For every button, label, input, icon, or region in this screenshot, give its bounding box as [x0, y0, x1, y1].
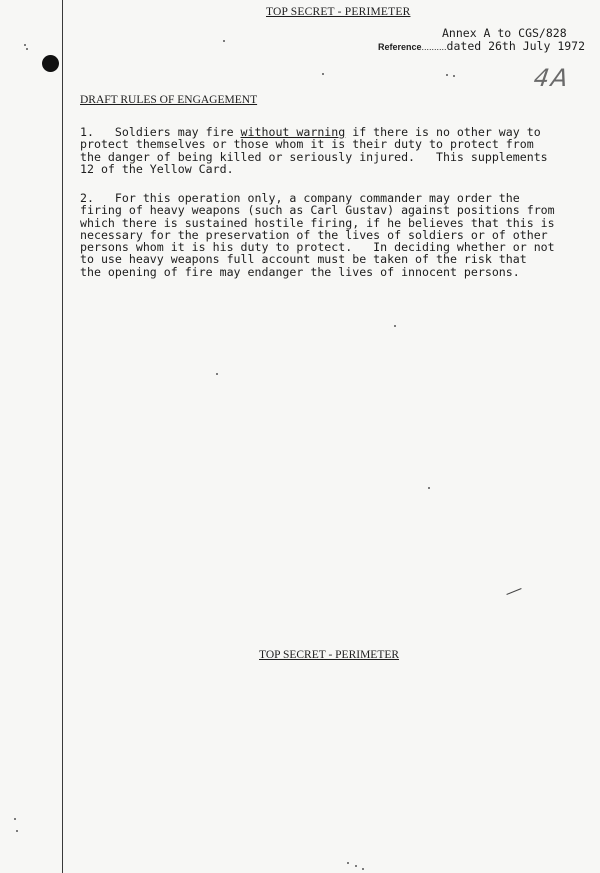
speck — [16, 830, 18, 832]
paragraph-2-line-5: persons whom it is his duty to protect. In deciding whether or not — [80, 240, 555, 255]
reference-line — [378, 39, 585, 53]
speck — [453, 75, 455, 77]
classification-footer: TOP SECRET - PERIMETER — [259, 649, 400, 661]
paragraph-2 — [80, 192, 600, 278]
speck — [14, 818, 16, 820]
annex-reference: Annex A to CGS/828 — [442, 26, 567, 40]
paragraph-1-underlined-phrase: without warning — [240, 125, 346, 139]
speck — [322, 73, 324, 75]
speck — [362, 868, 364, 870]
paragraph-2-line-2: firing of heavy weapons (such as Carl Gustav) against positions from — [80, 203, 555, 218]
pen-mark — [506, 588, 521, 595]
paragraph-1 — [80, 126, 600, 175]
document-title: DRAFT RULES OF ENGAGEMENT — [80, 94, 258, 106]
paragraph-1-line-2: protect themselves or those whom it is their duty to protect from — [80, 137, 534, 152]
paragraph-2-line-7: the opening of fire may endanger the lives of innocent persons. — [80, 264, 520, 279]
speck — [428, 487, 430, 489]
speck — [223, 40, 225, 42]
handwritten-folio-mark: 4A — [532, 64, 572, 92]
paragraph-1-line-3: the danger of being killed or seriously injured. This supplements — [80, 149, 548, 164]
punch-hole — [42, 55, 59, 72]
speck — [26, 48, 28, 50]
paragraph-2-line-1: 2. For this operation only, a company commander may order the — [80, 191, 520, 205]
speck — [355, 865, 357, 867]
paragraph-1-line-4: 12 of the Yellow Card. — [80, 161, 234, 176]
reference-date: dated 26th July 1972 — [446, 39, 586, 53]
paragraph-2-line-4: necessary for the preservation of the lives of soldiers or of other — [80, 227, 548, 242]
reference-dots: .......... — [421, 42, 447, 52]
speck — [394, 325, 396, 327]
paragraph-2-line-3: which there is sustained hostile firing, if he believes that this is — [80, 215, 555, 230]
paragraph-1-line-1a: 1. Soldiers may fire — [80, 125, 241, 139]
paragraph-1-line-1b: if there is no other way to — [345, 125, 541, 139]
speck — [347, 862, 349, 864]
speck — [24, 44, 26, 46]
margin-rule — [62, 0, 63, 873]
speck — [216, 373, 218, 375]
speck — [446, 74, 448, 76]
paragraph-2-line-6: to use heavy weapons full account must be taken of the risk that — [80, 252, 527, 267]
classification-header: TOP SECRET - PERIMETER — [266, 6, 411, 18]
reference-label: Reference — [378, 42, 422, 52]
